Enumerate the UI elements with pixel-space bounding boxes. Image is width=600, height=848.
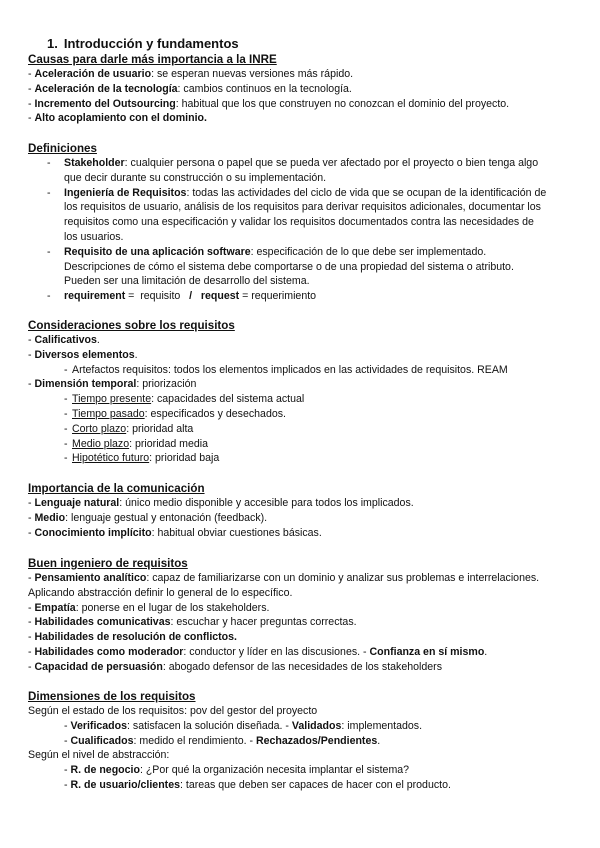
dimension-item: - R. de negocio: ¿Por qué la organización necesita implantar el sistema?: [64, 764, 410, 777]
definiciones-section: [28, 141, 588, 304]
dimensiones-intro: Según el estado de los requisitos: pov del gestor del proyecto: [28, 705, 318, 717]
sub-item: - Tiempo presente: capacidades del sistema actual: [64, 393, 305, 406]
causa-item: - Aceleración de usuario: se esperan nuevas versiones más rápido.: [28, 68, 354, 80]
section-title: [47, 36, 239, 52]
sub-item: - Artefactos requisitos: todos los elementos implicados en las actividades de requisitos. REAM: [64, 363, 508, 376]
sub-item: - Corto plazo: prioridad alta: [64, 422, 194, 435]
comunicacion-item: - Medio: lenguaje gestual y entonación (feedback).: [28, 511, 268, 524]
causas-section: [28, 52, 588, 126]
ingeniero-item-cont: Aplicando abstracción definir lo general de lo específico.: [28, 586, 293, 599]
ingeniero-section: [28, 556, 588, 675]
consideracion-item: - Diversos elementos.: [28, 348, 138, 361]
section-number: 1.: [47, 36, 58, 51]
consideracion-item: - Dimensión temporal: priorización: [28, 378, 197, 391]
definition-item: - Requisito de una aplicación software: especificación de lo que debe ser implementado. Descripciones de cómo el sistema debe comportarse o de una propiedad del sistema o atributo. Pueden ser una limitación de desarrollo del sistema.: [47, 245, 514, 288]
dimensiones-section: [28, 689, 588, 793]
causa-item: - Alto acoplamiento con el dominio.: [28, 112, 207, 125]
dimensiones-intro: Según el nivel de abstracción:: [28, 749, 170, 762]
definition-item: - Ingeniería de Requisitos: todas las actividades del ciclo de vida que se ocupan de la identificación de los requisitos de usuario, análisis de los requisitos para derivar requisitos adicionales, documentar los requisitos como una especificación y validar los requisitos documentados contra las necesidades de los usuarios.: [47, 186, 547, 243]
definition-item: - requirement = requisito / request = requerimiento: [47, 290, 317, 303]
dimension-item: - Cualificados: medido el rendimiento. - Rechazados/Pendientes.: [64, 734, 381, 747]
ingeniero-item: - Capacidad de persuasión: abogado defensor de las necesidades de los stakeholders: [28, 660, 442, 673]
causa-item: - Aceleración de la tecnología: cambios continuos en la tecnología.: [28, 82, 352, 95]
ingeniero-item: - Habilidades comunicativas: escuchar y hacer preguntas correctas.: [28, 616, 357, 629]
ingeniero-item: - Empatía: ponerse en el lugar de los stakeholders.: [28, 601, 270, 614]
definition-item: - Stakeholder: cualquier persona o papel que se pueda ver afectado por el proyecto o bien tenga algo que decir durante su construcción o su implementación.: [47, 157, 539, 184]
comunicacion-section: [28, 481, 588, 540]
consideraciones-section: [28, 318, 588, 466]
comunicacion-heading: Importancia de la comunicación: [28, 482, 205, 495]
ingeniero-heading: Buen ingeniero de requisitos: [28, 557, 188, 570]
causa-item: - Incremento del Outsourcing: habitual que los que construyen no conozcan el dominio del proyecto.: [28, 97, 510, 110]
dimension-item: - R. de usuario/clientes: tareas que deben ser capaces de hacer con el producto.: [64, 778, 451, 791]
sub-item: - Tiempo pasado: especificados y desechados.: [64, 407, 286, 420]
section-title-text: Introducción y fundamentos: [63, 36, 239, 51]
consideraciones-heading: Consideraciones sobre los requisitos: [28, 319, 235, 332]
sub-item: - Hipotético futuro: prioridad baja: [64, 452, 220, 465]
ingeniero-item: - Pensamiento analítico: capaz de familiarizarse con un dominio y analizar sus problemas e interrelaciones.: [28, 572, 540, 584]
ingeniero-item: - Habilidades de resolución de conflictos.: [28, 631, 237, 644]
dimension-item: - Verificados: satisfacen la solución diseñada. - Validados: implementados.: [64, 719, 423, 732]
comunicacion-item: - Lenguaje natural: único medio disponible y accesible para todos los implicados.: [28, 497, 414, 509]
comunicacion-item: - Conocimiento implícito: habitual obviar cuestiones básicas.: [28, 526, 322, 539]
ingeniero-item: - Habilidades como moderador: conductor y líder en las discusiones. - Confianza en sí mismo.: [28, 645, 488, 658]
dimensiones-heading: Dimensiones de los requisitos: [28, 690, 196, 703]
causas-heading: Causas para darle más importancia a la INRE: [28, 53, 277, 66]
sub-item: - Medio plazo: prioridad media: [64, 437, 209, 450]
definiciones-heading: Definiciones: [28, 142, 97, 155]
consideracion-item: - Calificativos.: [28, 334, 100, 346]
